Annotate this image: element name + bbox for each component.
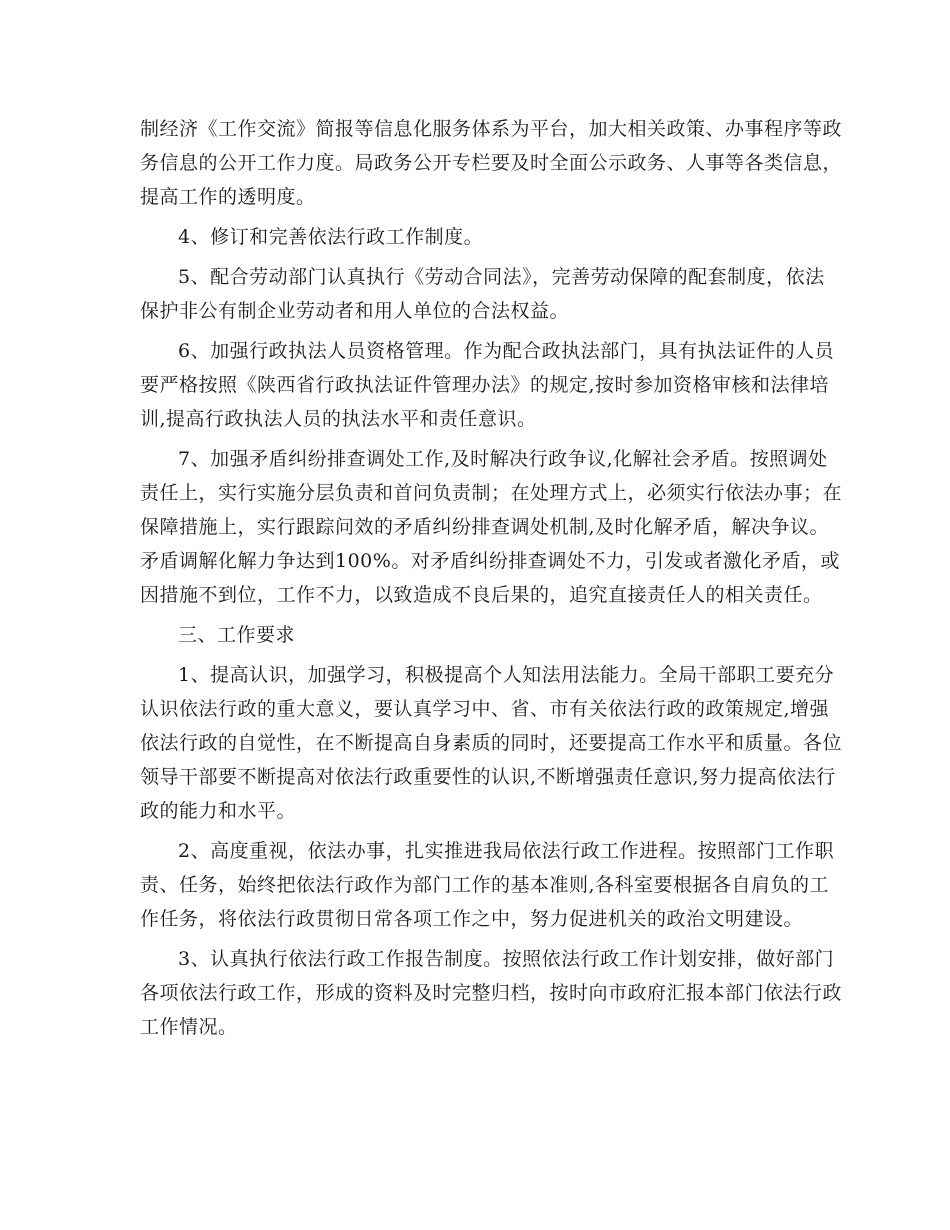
text-line: 因措施不到位，工作不力，以致造成不良后果的，追究直接责任人的相关责任。 — [140, 584, 823, 606]
paragraph-requirement-3 — [140, 942, 843, 1044]
text-line: 5、配合劳动部门认真执行《劳动合同法》，完善劳动保障的配套制度，依法 — [178, 266, 825, 288]
text-line: 7、加强矛盾纠纷排查调处工作,及时解决行政争议,化解社会矛盾。按照调处 — [178, 448, 828, 470]
paragraph-item-5 — [140, 260, 825, 328]
text-line: 1、提高认识，加强学习，积极提高个人知法用法能力。全局干部职工要充分 — [178, 664, 835, 686]
text-line: 2、高度重视，依法办事，扎实推进我局依法行政工作进程。按照部门工作职 — [178, 840, 835, 862]
text-line: 3、认真执行依法行政工作报告制度。按照依法行政工作计划安排，做好部门 — [178, 948, 835, 970]
paragraph-requirement-1 — [140, 658, 843, 828]
text-line: 要严格按照《陕西省行政执法证件管理办法》的规定,按时参加资格审核和法律培 — [140, 374, 830, 396]
text-line: 政的能力和水平。 — [140, 800, 297, 822]
text-line: 领导干部要不断提高对依法行政重要性的认识,不断增强责任意识,努力提高依法行 — [140, 766, 836, 788]
text-line: 各项依法行政工作，形成的资料及时完整归档，按时向市政府汇报本部门依法行政 — [140, 982, 843, 1004]
paragraph-info-disclosure — [140, 112, 843, 214]
text-line: 依法行政的自觉性，在不断提高自身素质的同时，还要提高工作水平和质量。各位 — [140, 732, 843, 754]
text-line: 制经济《工作交流》简报等信息化服务体系为平台，加大相关政策、办事程序等政 — [140, 118, 843, 140]
document-body — [140, 112, 843, 1044]
text-line: 三、工作要求 — [178, 624, 296, 646]
paragraph-item-7 — [140, 442, 843, 612]
text-line: 认识依法行政的重大意义，要认真学习中、省、市有关依法行政的政策规定,增强 — [140, 698, 830, 720]
section-heading-work-requirements — [140, 618, 812, 652]
text-line: 保护非公有制企业劳动者和用人单位的合法权益。 — [140, 300, 570, 322]
paragraph-item-4 — [140, 220, 812, 254]
text-line: 工作情况。 — [140, 1016, 238, 1038]
paragraph-requirement-2 — [140, 834, 835, 936]
text-line: 提高工作的透明度。 — [140, 186, 316, 208]
text-line: 务信息的公开工作力度。局政务公开专栏要及时全面公示政务、人事等各类信息， — [140, 152, 843, 174]
text-line: 矛盾调解化解力争达到100%。对矛盾纠纷排查调处不力，引发或者激化矛盾，或 — [140, 550, 840, 572]
text-line: 作任务，将依法行政贯彻日常各项工作之中，努力促进机关的政治文明建设。 — [140, 908, 804, 930]
text-line: 4、修订和完善依法行政工作制度。 — [178, 226, 484, 248]
text-line: 责任上，实行实施分层负责和首问负责制；在处理方式上，必须实行依法办事；在 — [140, 482, 843, 504]
paragraph-item-6 — [140, 334, 835, 436]
text-line: 6、加强行政执法人员资格管理。作为配合政执法部门，具有执法证件的人员 — [178, 340, 835, 362]
text-line: 训,提高行政执法人员的执法水平和责任意识。 — [140, 408, 537, 430]
text-line: 保障措施上，实行跟踪问效的矛盾纠纷排查调处机制,及时化解矛盾，解决争议。 — [140, 516, 830, 538]
text-line: 责、任务，始终把依法行政作为部门工作的基本准则,各科室要根据各自肩负的工 — [140, 874, 830, 896]
